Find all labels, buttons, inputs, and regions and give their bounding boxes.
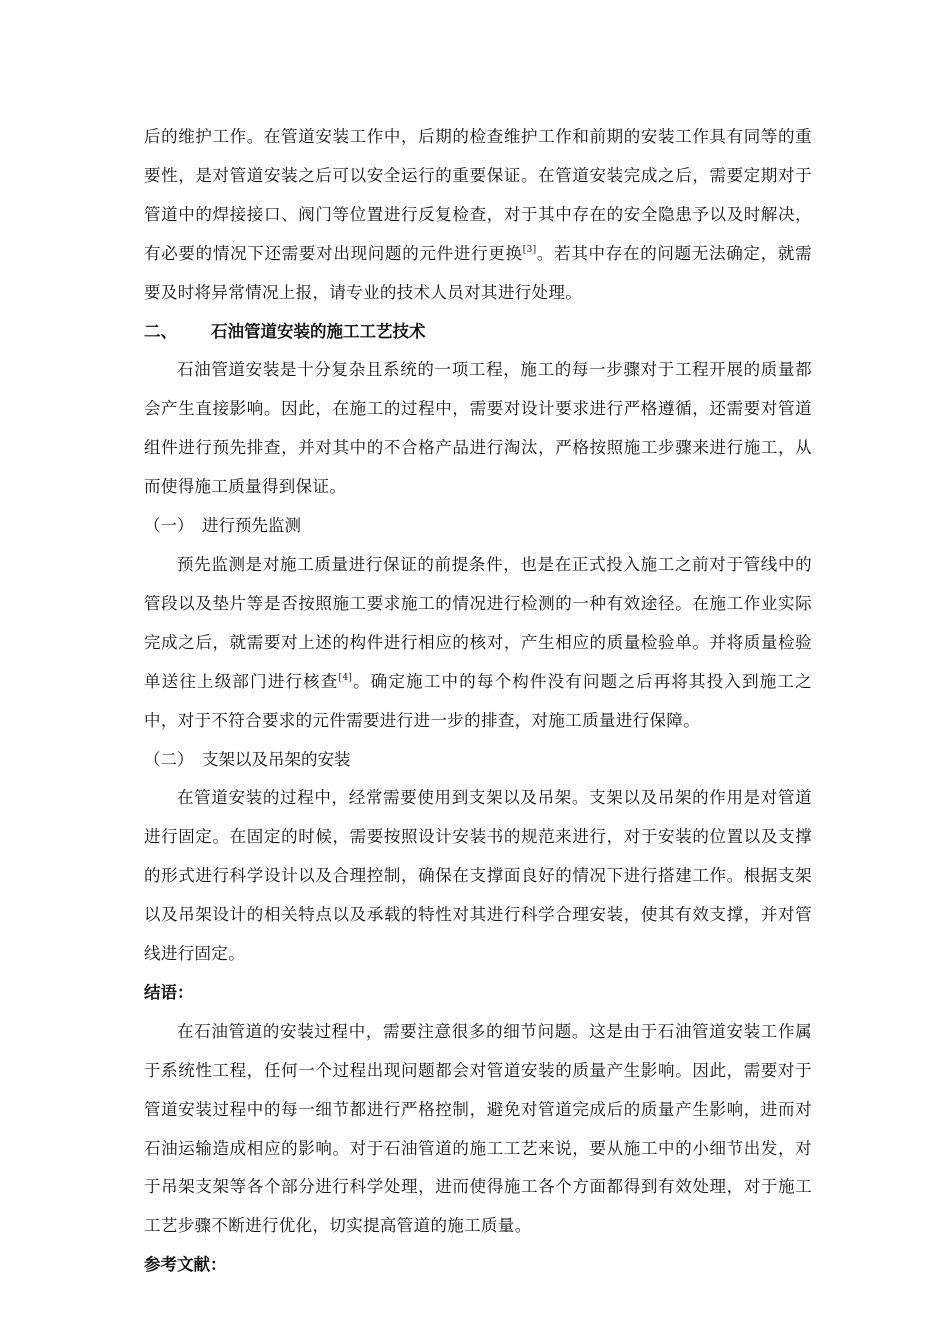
subsection-heading-2	[144, 741, 812, 780]
paragraph-construction-intro: 石油管道安装是十分复杂且系统的一项工程，施工的每一步骤对于工程开展的质量都会产生直接影响。因此，在施工的过程中，需要对设计要求进行严格遵循，还需要对管道组件进行预先排查，并对其中的不合格产品进行淘汰，严格按照施工步骤来进行施工，从而使得施工质量得到保证。	[144, 360, 812, 497]
paragraph-maintenance	[144, 118, 812, 313]
subsection-number: （二）	[144, 749, 194, 769]
paragraph-pre-monitoring-text-a: 预先监测是对施工质量进行保证的前提条件，也是在正式投入施工之前对于管线中的管段以及垫片等是否按照施工要求施工的情况进行检测的一种有效途径。在施工作业实际完成之后，就需要对上述的构件进行相应的核对，产生相应的质量检验单。并将质量检验单送往上级部门进行核查	[144, 554, 812, 691]
paragraph-pre-monitoring	[144, 546, 812, 741]
paragraph-maintenance-text-a: 后的维护工作。在管道安装工作中，后期的检查维护工作和前期的安装工作具有同等的重要性，是对管道安装之后可以安全运行的重要保证。在管道安装完成之后，需要定期对于管道中的焊接接口、阀门等位置进行反复检查，对于其中存在的安全隐患予以及时解决，有必要的情况下还需要对出现问题的元件进行更换	[144, 127, 812, 263]
subsection-number: （一）	[144, 516, 194, 536]
paragraph-maintenance-text-b: 。若其中存在的问题无法确定，就需要及时将异常情况上报，请专业的技术人员对其进行处理。	[144, 243, 812, 302]
citation-ref-3: [3]	[522, 244, 537, 255]
paragraph-conclusion: 在石油管道的安装过程中，需要注意很多的细节问题。这是由于石油管道安装工作属于系统性工程，任何一个过程出现问题都会对管道安装的质量产生影响。因此，需要对于管道安装过程中的每一细节都进行严格控制，避免对管道完成后的质量产生影响，进而对石油运输造成相应的影响。对于石油管道的施工工艺来说，要从施工中的小细节出发，对于吊架支架等各个部分进行科学处理，进而使得施工各个方面都得到有效处理，对于施工工艺步骤不断进行优化，切实提高管道的施工质量。	[144, 1021, 812, 1236]
citation-ref-4: [4]	[338, 672, 353, 683]
references-heading: 参考文献：	[144, 1255, 227, 1275]
section-heading-2	[144, 313, 812, 352]
paragraph-supports-hangers: 在管道安装的过程中，经常需要使用到支架以及吊架。支架以及吊架的作用是对管道进行固定。在固定的时候，需要按照设计安装书的规范来进行，对于安装的位置以及支撑的形式进行科学设计以及合理控制，确保在支撑面良好的情况下进行搭建工作。根据支架以及吊架设计的相关特点以及承载的特性对其进行科学合理安装，使其有效支撑，并对管线进行固定。	[144, 788, 812, 964]
document-page	[144, 118, 812, 1285]
subsection-heading-1	[144, 507, 812, 546]
subsection-title: 进行预先监测	[202, 516, 301, 536]
section-number: 二、	[144, 321, 177, 341]
section-title: 石油管道安装的施工工艺技术	[211, 321, 426, 341]
subsection-title: 支架以及吊架的安装	[202, 749, 351, 769]
paragraph-pre-monitoring-text-b: 。确定施工中的每个构件没有问题之后再将其投入到施工之中，对于不符合要求的元件需要进行进一步的排查，对施工质量进行保障。	[144, 671, 812, 730]
conclusion-heading: 结语：	[144, 982, 194, 1002]
